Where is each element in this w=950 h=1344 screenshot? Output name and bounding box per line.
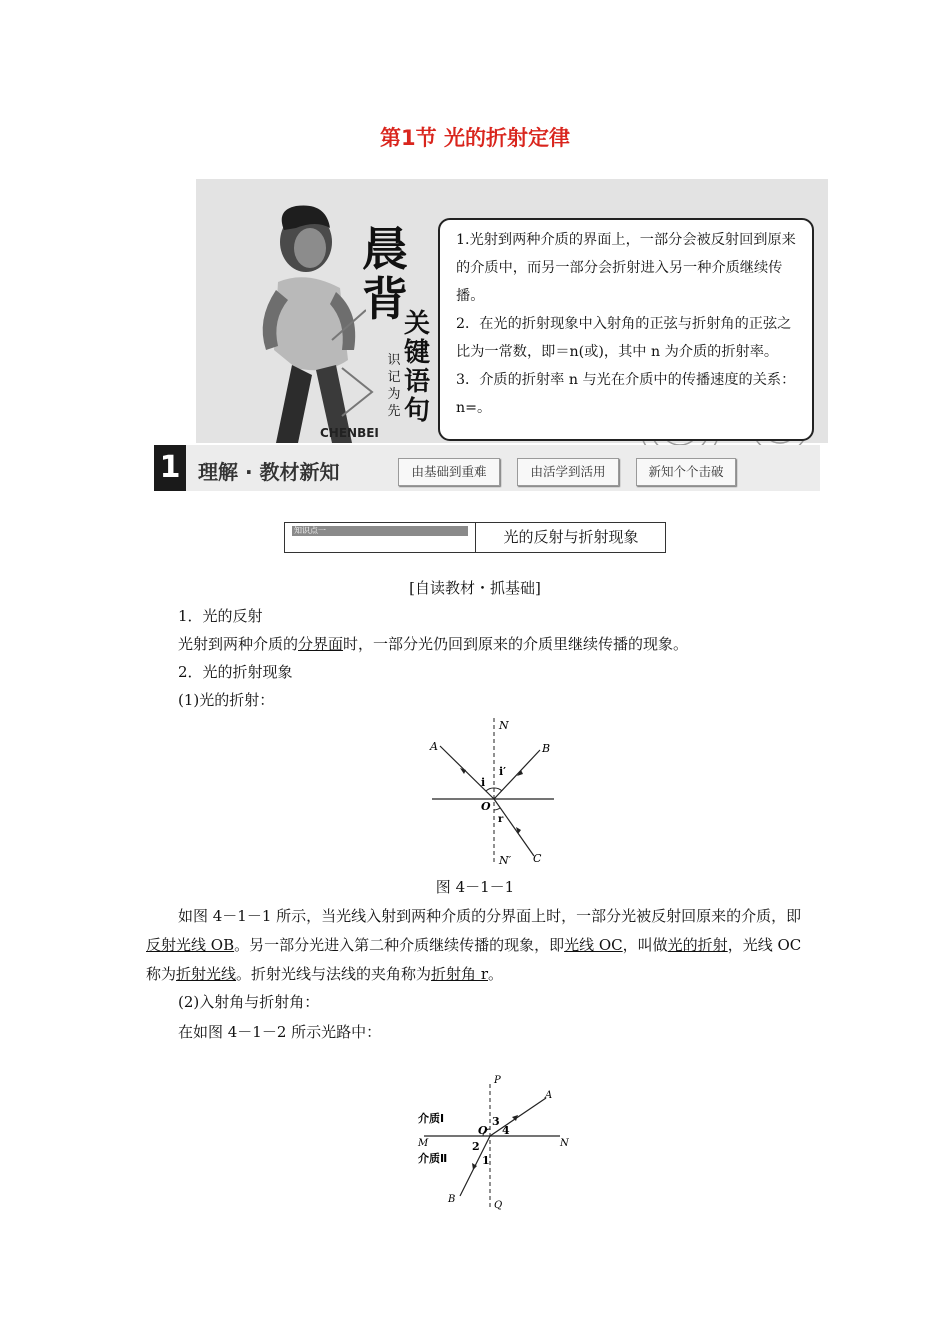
banner-tiny-text — [386, 352, 402, 420]
key-point-3: 3．介质的折射率 n 与光在介质中的传播速度的关系：n=。 — [456, 372, 796, 416]
key-points-box — [438, 218, 814, 441]
fig2-label-angle-2: 2 — [472, 1140, 480, 1153]
fig1-label-c: C — [533, 852, 542, 865]
subheading-angles: (2)入射角与折射角： — [178, 993, 320, 1011]
banner-big-char-2: 背 — [362, 272, 408, 326]
fig2-label-medium-1: 介质Ⅰ — [418, 1112, 445, 1125]
fig2-label-angle-4: 4 — [502, 1124, 510, 1137]
tiny-char: 先 — [387, 404, 401, 419]
heading-reflection: 1．光的反射 — [178, 607, 263, 625]
banner-big-char-1: 晨 — [362, 222, 408, 276]
fig1-label-a: A — [430, 740, 438, 753]
tiny-char: 为 — [387, 387, 401, 402]
fig2-label-a: A — [545, 1090, 553, 1101]
tiny-char: 识 — [387, 353, 401, 368]
fig1-label-r: r — [498, 814, 504, 825]
fig2-label-q: Q — [494, 1200, 503, 1211]
subheading: [自读教材・抓基础] — [409, 579, 541, 597]
fig1-label-i: i — [481, 776, 486, 789]
side-char: 关 — [403, 309, 430, 339]
heading-refraction: 2．光的折射现象 — [178, 663, 293, 681]
key-point-2: 2．在光的折射现象中入射角的正弦与折射角的正弦之比为一常数，即＝n(或)，其中 n 为介质的折射率。 — [456, 316, 792, 360]
knowledge-point-title: 光的反射与折射现象 — [503, 528, 639, 546]
fig1-label-o: O — [481, 800, 491, 813]
banner-side-text — [402, 310, 432, 426]
text-span: 光射到两种介质的 — [178, 635, 299, 653]
page-title: 第1节 光的折射定律 — [380, 126, 570, 150]
chip-basics[interactable]: 由基础到重难 — [398, 458, 500, 486]
knowledge-point-label: 知识点一 — [292, 526, 468, 536]
figure-1-caption: 图 4－1－1 — [435, 878, 515, 896]
key-point-1: 1.光射到两种介质的界面上，一部分会被反射回到原来的介质中，而另一部分会折射进入另一种介质继续传播。 — [456, 232, 796, 304]
side-char: 语 — [403, 367, 430, 397]
text-span: 。 — [488, 965, 504, 983]
underlined-term: 光的折射 — [667, 936, 728, 954]
paragraph-reflection — [178, 630, 688, 659]
fig1-label-i-prime: i′ — [499, 765, 507, 778]
fig2-label-angle-3: 3 — [492, 1115, 500, 1128]
paragraph-light-path: 在如图 4－1－2 所示光路中： — [178, 1023, 382, 1041]
fig2-label-n: N — [560, 1138, 569, 1149]
paragraph-refraction — [146, 902, 810, 989]
underlined-term: 折射光线 — [176, 965, 237, 983]
text-span: 时，一部分光仍回到原来的介质里继续传播的现象。 — [343, 635, 689, 653]
fig2-label-medium-2: 介质Ⅱ — [418, 1152, 448, 1165]
text-span: ，光线 OC 称为 — [146, 936, 802, 983]
side-char: 句 — [403, 396, 430, 426]
underlined-term: 分界面 — [298, 635, 344, 653]
fig2-label-o: O — [478, 1124, 488, 1137]
fig1-label-n-prime: N′ — [499, 854, 512, 867]
fig2-label-m: M — [418, 1138, 429, 1149]
text-span: 。折射光线与法线的夹角称为 — [236, 965, 432, 983]
chip-practice[interactable]: 由活学到活用 — [517, 458, 619, 486]
figure-4-1-2 — [410, 1070, 580, 1214]
fig1-label-n: N — [499, 719, 509, 732]
fig2-label-b: B — [448, 1194, 456, 1205]
chip-master[interactable]: 新知个个击破 — [636, 458, 736, 486]
underlined-term: 光线 OC — [564, 936, 623, 954]
figure-4-1-1 — [420, 712, 570, 870]
text-span: 如图 4－1－1 所示，当光线入射到两种介质的分界面上时，一部分光被反射回原来的介质，即 — [178, 907, 802, 925]
arrow-decoration — [338, 362, 378, 422]
text-span: 。另一部分光进入第二种介质继续传播的现象，即 — [234, 936, 565, 954]
tiny-char: 记 — [387, 370, 401, 385]
side-char: 键 — [403, 338, 430, 368]
subheading-refraction: (1)光的折射： — [178, 691, 275, 709]
fig1-label-b: B — [542, 742, 551, 755]
underlined-term: 反射光线 OB — [146, 936, 235, 954]
section-title: 理解 · 教材新知 — [198, 460, 340, 484]
text-span: ，叫做 — [622, 936, 668, 954]
section-number: 1 — [154, 445, 186, 491]
banner-brand: CHENBEI — [320, 426, 379, 440]
underlined-term: 折射角 r — [431, 965, 488, 983]
fig2-label-p: P — [494, 1075, 501, 1086]
fig2-label-angle-1: 1 — [482, 1154, 490, 1167]
